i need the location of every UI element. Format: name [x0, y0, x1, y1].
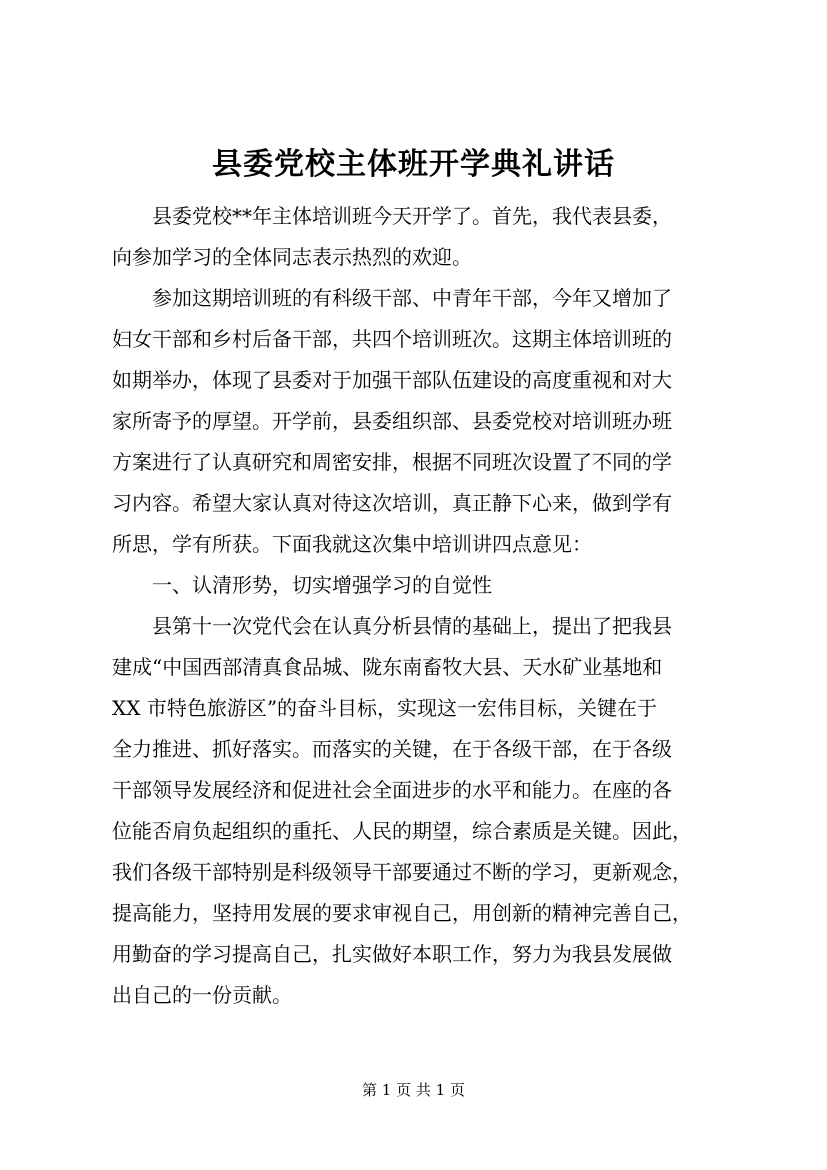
paragraph-3-line-7: 我们各级干部特别是科级领导干部要通过不断的学习，更新观念， — [112, 860, 692, 884]
paragraph-2-line-5: 方案进行了认真研究和周密安排，根据不同班次设置了不同的学 — [112, 450, 672, 474]
paragraph-3-line-3: XX 市特色旅游区”的奋斗目标，实现这一宏伟目标，关键在于 — [112, 696, 658, 720]
paragraph-2-line-1: 参加这期培训班的有科级干部、中青年干部，今年又增加了 — [152, 286, 672, 310]
paragraph-3-line-6: 位能否肩负起组织的重托、人民的期望，综合素质是关键。因此， — [112, 819, 692, 843]
paragraph-2-line-6: 习内容。希望大家认真对待这次培训，真正静下心来，做到学有 — [112, 491, 672, 515]
paragraph-3-line-8: 提高能力，坚持用发展的要求审视自己，用创新的精神完善自己， — [112, 901, 692, 925]
paragraph-3-line-2: 建成“中国西部清真食品城、陇东南畜牧大县、天水矿业基地和 — [112, 655, 663, 679]
paragraph-3-line-1: 县第十一次党代会在认真分析县情的基础上，提出了把我县 — [152, 614, 672, 638]
section-heading-1: 一、认清形势，切实增强学习的自觉性 — [152, 573, 492, 597]
paragraph-3-line-10: 出自己的一份贡献。 — [112, 983, 292, 1007]
paragraph-3-line-5: 干部领导发展经济和促进社会全面进步的水平和能力。在座的各 — [112, 778, 672, 802]
paragraph-3-line-9: 用勤奋的学习提高自己，扎实做好本职工作，努力为我县发展做 — [112, 942, 672, 966]
paragraph-2-line-2: 妇女干部和乡村后备干部，共四个培训班次。这期主体培训班的 — [112, 327, 672, 351]
paragraph-2-line-3: 如期举办，体现了县委对于加强干部队伍建设的高度重视和对大 — [112, 368, 672, 392]
paragraph-1-line-2: 向参加学习的全体同志表示热烈的欢迎。 — [112, 245, 472, 269]
paragraph-2-line-7: 所思，学有所获。下面我就这次集中培训讲四点意见： — [112, 532, 592, 556]
paragraph-3-line-4: 全力推进、抓好落实。而落实的关键，在于各级干部，在于各级 — [112, 737, 672, 761]
document-title: 县委党校主体班开学典礼讲话 — [212, 147, 615, 182]
paragraph-2-line-4: 家所寄予的厚望。开学前，县委组织部、县委党校对培训班办班 — [112, 409, 672, 433]
paragraph-1-line-1: 县委党校**年主体培训班今天开学了。首先，我代表县委， — [152, 204, 672, 228]
document-body — [112, 196, 722, 1016]
page-footer: 第 1 页 共 1 页 — [362, 1081, 465, 1099]
